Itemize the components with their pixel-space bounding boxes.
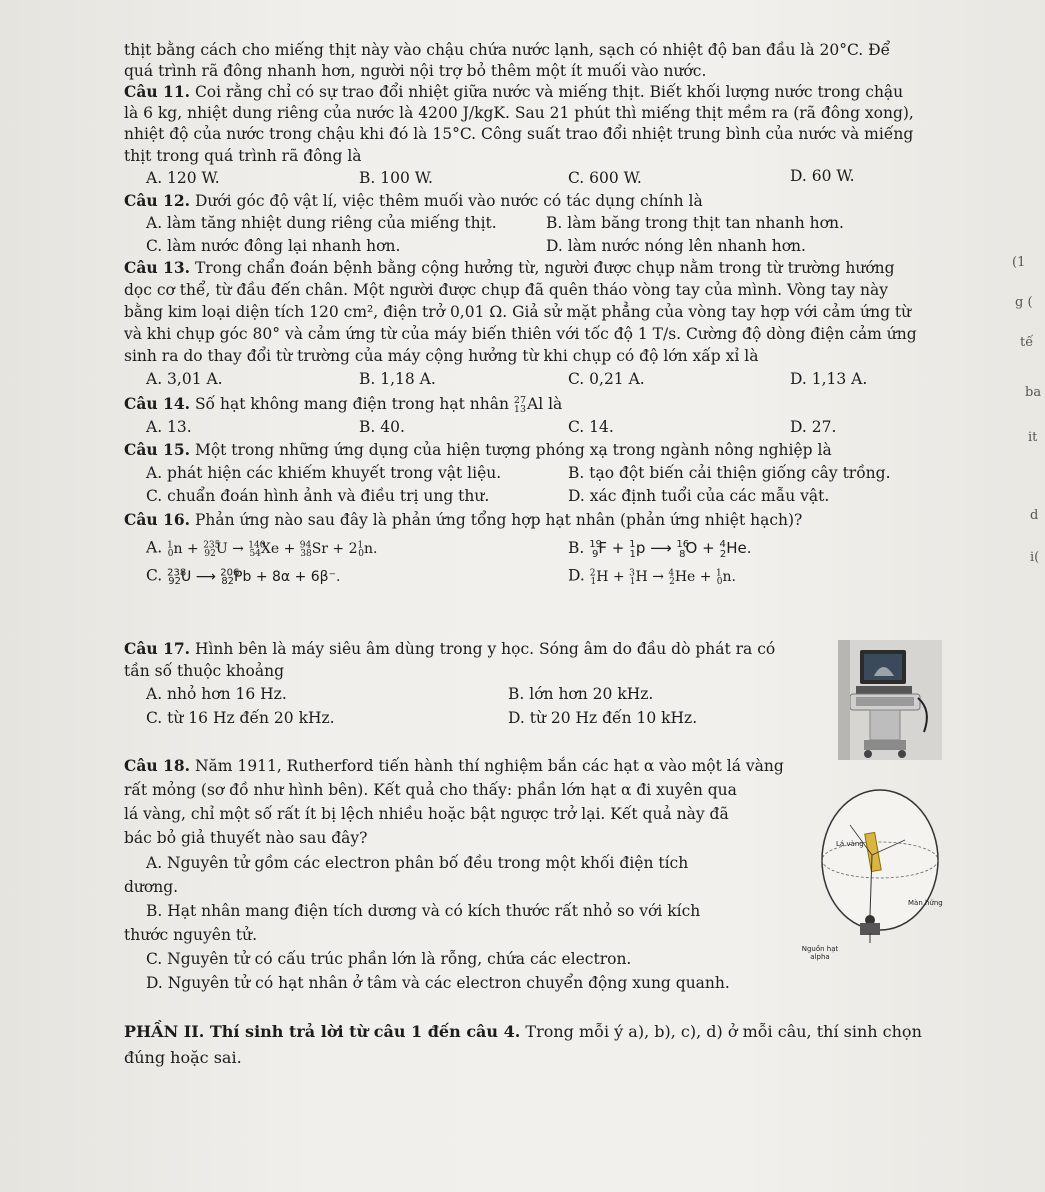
q13-text: Trong chẩn đoán bệnh bằng cộng hưởng từ, người được chụp nằm trong từ trường hướng [190,259,895,277]
q18-option-b-line-1: B. Hạt nhân mang điện tích dương và có kích thước rất nhỏ so với kích [146,902,701,920]
q12-text: Dưới góc độ vật lí, việc thêm muối vào nước có tác dụng chính là [190,192,703,210]
q16-text: Phản ứng nào sau đây là phản ứng tổng hợp hạt nhân (phản ứng nhiệt hạch)? [190,511,803,529]
q16-option-a [146,535,377,564]
part2-line-2: đúng hoặc sai. [124,1048,242,1067]
q11-text: Coi rằng chỉ có sự trao đổi nhiệt giữa nước và miếng thịt. Biết khối lượng nước trong chậu [190,83,904,101]
q15-option-b: B. tạo đột biến cải thiện giống cây trồng. [568,464,891,482]
q16-line-1 [124,510,802,530]
rutherford-experiment-diagram [810,785,940,955]
q16-equation-c: $^{238}_{92}$U ⟶ $^{206}_{82}$Pb + 8α + 6β⁻. [167,567,341,588]
q15-option-d: D. xác định tuổi của các mẫu vật. [568,487,830,505]
part2-text: Trong mỗi ý a), b), c), d) ở mỗi câu, thí sinh chọn [520,1022,922,1041]
q13-option-a: A. 3,01 A. [146,370,223,388]
margin-fragment-7: i( [1030,550,1040,565]
ultrasound-machine-image [838,640,942,760]
q11-option-c: C. 600 W. [568,169,642,187]
q14-nuclide [514,394,543,414]
q13-option-c: C. 0,21 A. [568,370,645,388]
q18-label: Câu 18. [124,756,191,775]
intro-line-2: quá trình rã đông nhanh hơn, người nội trợ bỏ thêm một ít muối vào nước. [124,62,707,80]
q16-option-c-label: C. [146,566,163,585]
q13-option-b: B. 1,18 A. [359,370,436,388]
q14-symbol: Al [527,395,544,413]
q17-label: Câu 17. [124,639,191,658]
q14-label: Câu 14. [124,394,191,413]
q11-line-2: là 6 kg, nhiệt dung riêng của nước là 4200 J/kgK. Sau 21 phút thì miếng thịt mềm ra (rã đông xong), [124,104,914,122]
part2-title: PHẦN II. Thí sinh trả lời từ câu 1 đến câu 4. [124,1022,521,1041]
q17-line-1 [124,639,775,659]
q13-line-5: sinh ra do thay đổi từ trường của máy cộng hưởng từ khi chụp có độ lớn xấp xỉ là [124,347,759,365]
q16-equation-b: $^{19}_9$F + $^1_1$p ⟶ $^{16}_8$O + $^4_2$He. [589,539,752,560]
q18-option-b-line-2: thước nguyên tử. [124,926,257,944]
q18-option-a-line-2: dương. [124,878,179,896]
q11-label: Câu 11. [124,82,191,101]
q14-text-end: là [543,395,563,413]
q16-option-b-label: B. [568,539,585,557]
q17-option-b: B. lớn hơn 20 kHz. [508,685,654,703]
q11-option-b: B. 100 W. [359,169,433,187]
q12-option-c: C. làm nước đông lại nhanh hơn. [146,237,401,255]
q11-line-4: thịt trong quá trình rã đông là [124,147,362,165]
alpha-source-label: Nguồn hạt alpha [801,945,839,961]
q15-option-a: A. phát hiện các khiếm khuyết trong vật liệu. [146,464,502,482]
q18-line-1 [124,756,784,776]
q15-line-1 [124,440,832,460]
q15-text: Một trong những ứng dụng của hiện tượng phóng xạ trong ngành nông nghiệp là [190,441,832,459]
q13-label: Câu 13. [124,258,191,277]
q18-option-a-line-1: A. Nguyên tử gồm các electron phân bố đều trong một khối điện tích [146,854,689,872]
q13-line-4: và khi chụp góc 80° và cảm ứng từ của máy biến thiên với tốc độ 1 T/s. Cường độ dòng điện cảm ứng [124,325,917,343]
q12-option-b: B. làm băng trong thịt tan nhanh hơn. [546,214,844,232]
q13-line-2: dọc cơ thể, từ đầu đến chân. Một người được chụp đã quên tháo vòng tay của mình. Vòng tay này [124,281,889,299]
q18-line-4: bác bỏ giả thuyết nào sau đây? [124,829,368,847]
q17-option-a: A. nhỏ hơn 16 Hz. [146,685,287,703]
margin-fragment-6: d [1030,508,1039,523]
q16-option-a-label: A. [146,538,163,557]
q14-text: Số hạt không mang điện trong hạt nhân [190,395,514,413]
q14-option-b: B. 40. [359,418,405,436]
q14-option-a: A. 13. [146,418,192,436]
q14-atomic-number: 13 [513,404,527,415]
q16-label: Câu 16. [124,510,191,529]
q15-option-c: C. chuẩn đoán hình ảnh và điều trị ung thư. [146,487,490,505]
q16-option-d-label: D. [568,566,585,585]
q17-option-c: C. từ 16 Hz đến 20 kHz. [146,709,335,727]
q16-option-c [146,563,340,592]
q17-option-d: D. từ 20 Hz đến 10 kHz. [508,709,698,727]
q18-option-d: D. Nguyên tử có hạt nhân ở tâm và các electron chuyển động xung quanh. [146,974,730,992]
margin-fragment-2: g ( [1015,295,1033,310]
q14-line-1 [124,394,562,414]
q18-line-2: rất mỏng (sơ đồ như hình bên). Kết quả cho thấy: phần lớn hạt α đi xuyên qua [124,781,737,799]
q11-line-3: nhiệt độ của nước trong chậu khi đó là 15°C. Công suất trao đổi nhiệt trung bình của nước và miếng [124,125,914,143]
q11-option-d: D. 60 W. [790,167,855,185]
q12-option-a: A. làm tăng nhiệt dung riêng của miếng thịt. [146,214,497,232]
margin-fragment-3: tế [1020,335,1034,350]
q16-equation-d: $^2_1$H + $^3_1$H → $^4_2$He + $^1_0$n. [589,568,736,588]
q17-text: Hình bên là máy siêu âm dùng trong y học. Sóng âm do đầu dò phát ra có [190,640,776,658]
q17-line-2: tần số thuộc khoảng [124,662,284,680]
q13-option-d: D. 1,13 A. [790,370,868,388]
q13-line-1 [124,258,895,278]
q18-option-c: C. Nguyên tử có cấu trúc phần lớn là rỗng, chứa các electron. [146,950,632,968]
margin-fragment-5: it [1028,430,1038,445]
part2-line-1 [124,1022,922,1042]
q14-option-c: C. 14. [568,418,614,436]
q14-option-d: D. 27. [790,418,837,436]
q18-line-3: lá vàng, chỉ một số rất ít bị lệch nhiều hoặc bật ngược trở lại. Kết quả này đã [124,805,729,823]
q12-option-d: D. làm nước nóng lên nhanh hơn. [546,237,806,255]
q18-text: Năm 1911, Rutherford tiến hành thí nghiệm bắn các hạt α vào một lá vàng [190,757,784,775]
margin-fragment-1: (1 [1012,255,1026,270]
q13-line-3: bằng kim loại diện tích 120 cm², điện trở 0,01 Ω. Giả sử mặt phẳng của vòng tay hợp với cảm ứng từ [124,303,912,321]
q16-option-b [568,535,751,565]
margin-fragment-4: ba [1025,385,1042,400]
q15-label: Câu 15. [124,440,191,459]
q16-equation-a: $^1_0n + ^{235}_{92}U \to ^{140}_{54}Xe + ^{94}_{38}Sr + 2^1_0n$. [167,540,378,560]
q12-line-1 [124,191,703,211]
gold-foil-label: Lá vàng [836,840,864,848]
intro-line-1: thịt bằng cách cho miếng thịt này vào chậu chứa nước lạnh, sạch có nhiệt độ ban đầu là 20°C. Để [124,41,891,59]
screen-label: Màn hứng [908,899,943,907]
q11-line-1 [124,82,903,102]
q12-label: Câu 12. [124,191,191,210]
q11-option-a: A. 120 W. [146,169,220,187]
q14-mass-number: 27 [513,395,527,406]
q16-option-d [568,563,736,592]
